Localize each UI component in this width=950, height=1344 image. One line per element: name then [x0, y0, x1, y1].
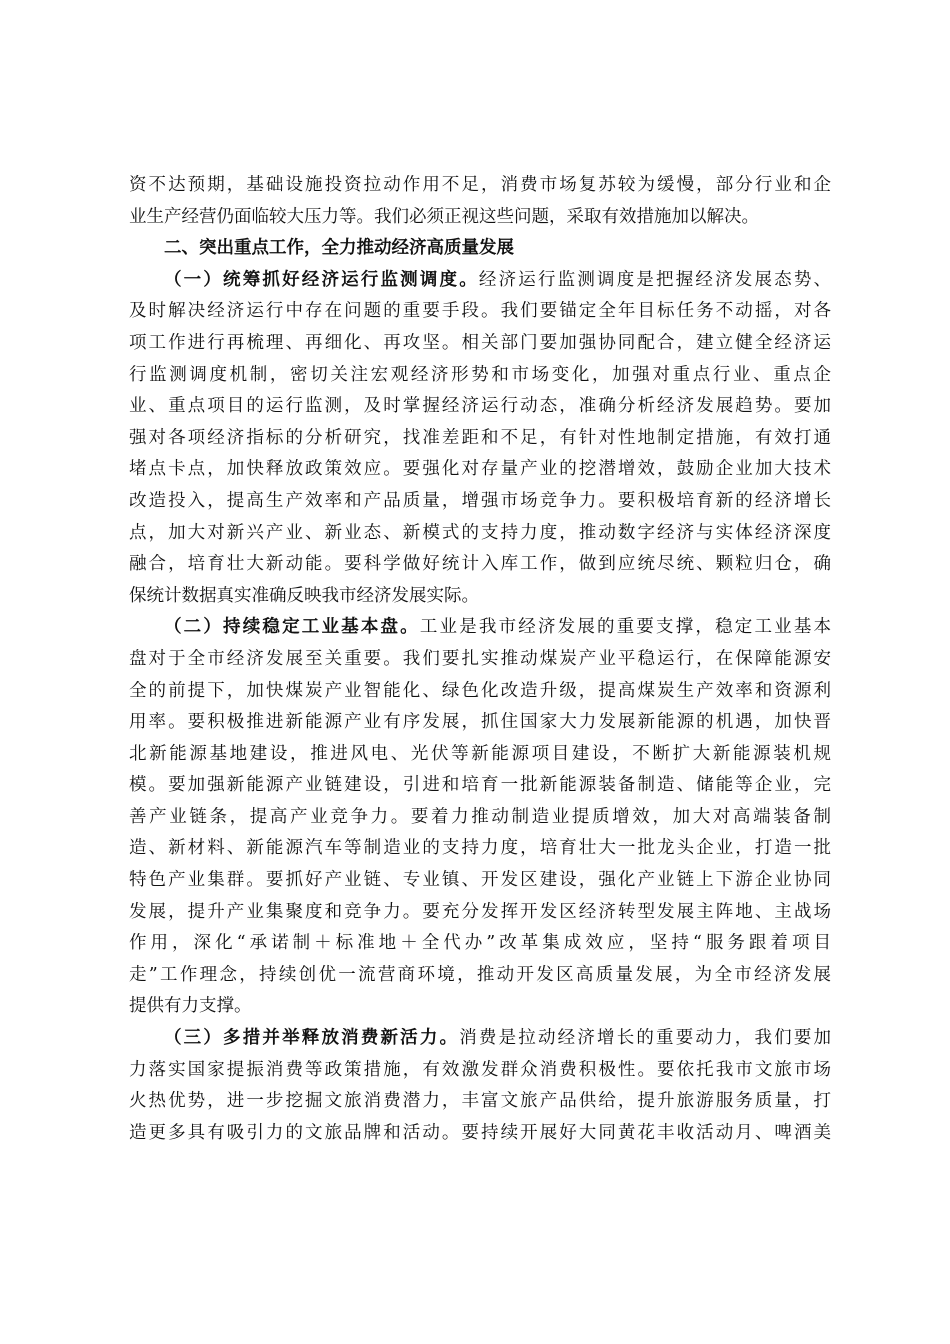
body-line: 保统计数据真实准确反映我市经济发展实际。: [129, 585, 479, 606]
body-line: 盘对于全市经济发展至关重要。我们要扎实推动煤炭产业平稳运行，在保障能源安: [129, 648, 831, 669]
section-heading: 二、突出重点工作，全力推动经济高质量发展: [164, 238, 514, 259]
body-line: 特色产业集群。要抓好产业链、专业镇、开发区建设，强化产业链上下游企业协同: [129, 870, 831, 891]
body-line: 作用，深化“承诺制＋标准地＋全代办”改革集成效应，坚持“服务跟着项目: [129, 933, 831, 954]
body-line: 业生产经营仍面临较大压力等。我们必须正视这些问题，采取有效措施加以解决。: [129, 206, 759, 227]
paragraph-heading: （一）统筹抓好经济运行监测调度。: [164, 269, 479, 290]
body-text: 工业是我市经济发展的重要支撑，稳定工业基本: [419, 617, 831, 638]
body-line: 行监测调度机制，密切关注宏观经济形势和市场变化，加强对重点行业、重点企: [129, 364, 831, 385]
body-line: 用率。要积极推进新能源产业有序发展，抓住国家大力发展新能源的机遇，加快晋: [129, 712, 831, 733]
body-text: 经济运行监测调度是把握经济发展态势、: [478, 269, 831, 290]
body-line: 全的前提下，加快煤炭产业智能化、绿色化改造升级，提高煤炭生产效率和资源利: [129, 680, 831, 701]
paragraph-first-line: [129, 1023, 831, 1055]
paragraph-first-line: [129, 265, 831, 297]
document-body: [129, 170, 831, 1149]
body-line: 走”工作理念，持续创优一流营商环境，推动开发区高质量发展，为全市经济发展: [129, 964, 831, 985]
paragraph-heading: （二）持续稳定工业基本盘。: [164, 617, 420, 638]
body-line: 北新能源基地建设，推进风电、光伏等新能源项目建设，不断扩大新能源装机规: [129, 743, 831, 764]
body-line: 改造投入，提高生产效率和产品质量，增强市场竞争力。要积极培育新的经济增长: [129, 490, 831, 511]
body-line: 堵点卡点，加快释放政策效应。要强化对存量产业的挖潜增效，鼓励企业加大技术: [129, 459, 831, 480]
body-line: 模。要加强新能源产业链建设，引进和培育一批新能源装备制造、储能等企业，完: [129, 775, 831, 796]
body-line: 强对各项经济指标的分析研究，找准差距和不足，有针对性地制定措施，有效打通: [129, 427, 831, 448]
body-line: 业、重点项目的运行监测，及时掌握经济运行动态，准确分析经济发展趋势。要加: [129, 396, 831, 417]
body-line: 项工作进行再梳理、再细化、再攻坚。相关部门要加强协同配合，建立健全经济运: [129, 332, 831, 353]
body-line: 力落实国家提振消费等政策措施，有效激发群众消费积极性。要依托我市文旅市场: [129, 1059, 831, 1080]
body-line: 造更多具有吸引力的文旅品牌和活动。要持续开展好大同黄花丰收活动月、啤酒美: [129, 1122, 831, 1143]
body-line: 提供有力支撑。: [129, 996, 252, 1017]
body-line: 点，加大对新兴产业、新业态、新模式的支持力度，推动数字经济与实体经济深度: [129, 522, 831, 543]
body-line: 发展，提升产业集聚度和竞争力。要充分发挥开发区经济转型发展主阵地、主战场: [129, 901, 831, 922]
body-line: 火热优势，进一步挖掘文旅消费潜力，丰富文旅产品供给，提升旅游服务质量，打: [129, 1091, 831, 1112]
paragraph-heading: （三）多措并举释放消费新活力。: [164, 1028, 460, 1049]
body-line: 善产业链条，提高产业竞争力。要着力推动制造业提质增效，加大对高端装备制: [129, 806, 831, 827]
body-line: 资不达预期，基础设施投资拉动作用不足，消费市场复苏较为缓慢，部分行业和企: [129, 175, 831, 195]
body-line: 造、新材料、新能源汽车等制造业的支持力度，培育壮大一批龙头企业，打造一批: [129, 838, 831, 859]
body-line: 融合，培育壮大新动能。要科学做好统计入库工作，做到应统尽统、颗粒归仓，确: [129, 554, 831, 575]
body-text: 消费是拉动经济增长的重要动力，我们要加: [459, 1028, 831, 1049]
body-line: 及时解决经济运行中存在问题的重要手段。我们要锚定全年目标任务不动摇，对各: [129, 301, 831, 322]
paragraph-first-line: [129, 612, 831, 644]
